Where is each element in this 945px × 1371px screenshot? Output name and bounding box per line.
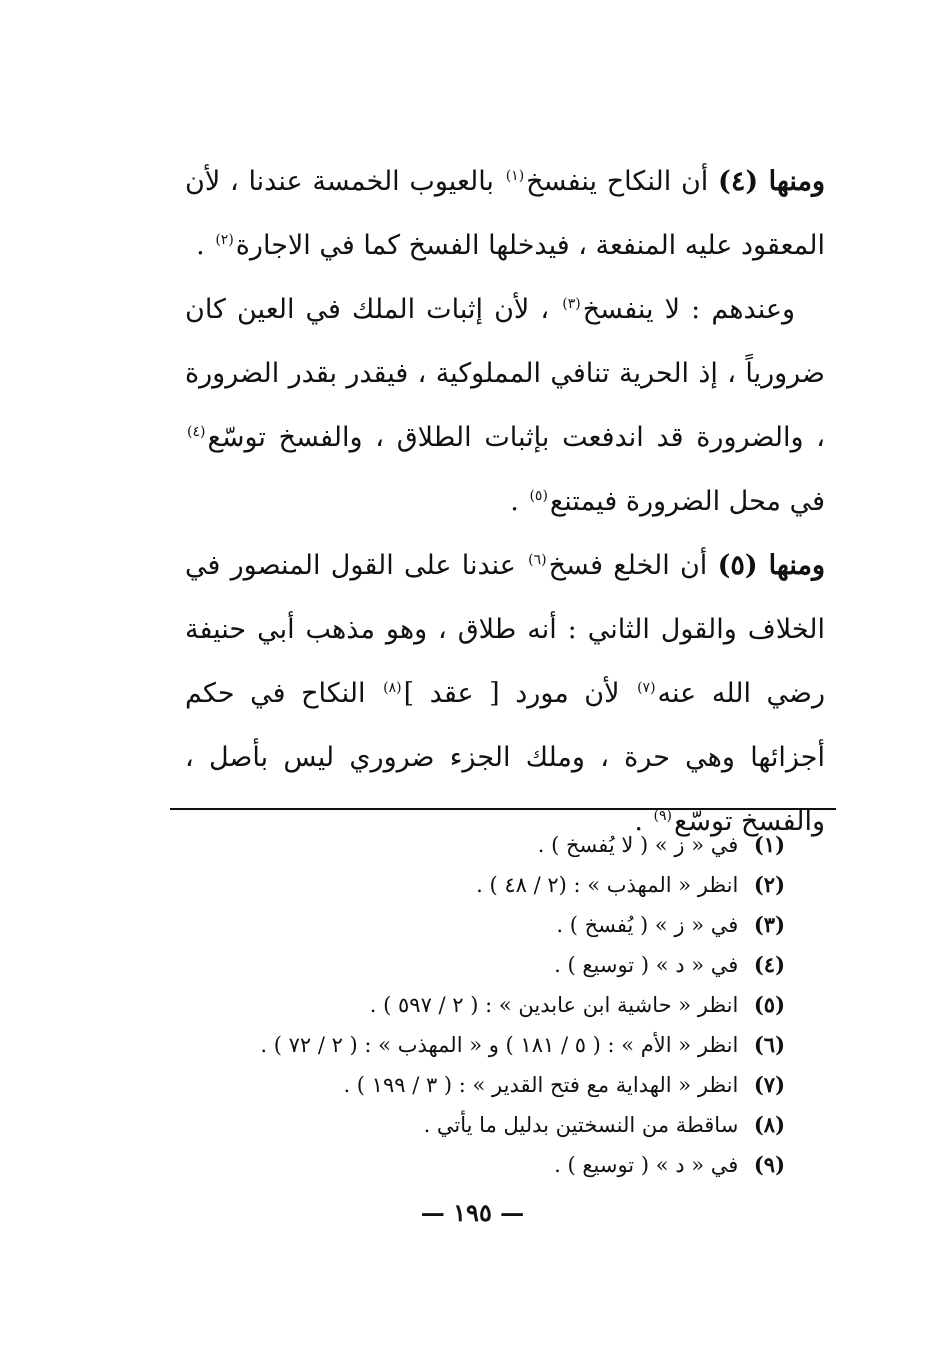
footnote-ref[interactable]: (١) [505, 168, 525, 184]
main-text [185, 150, 825, 854]
footnote-item [185, 1145, 785, 1185]
paragraph-text: لأن مورد [ عقد ] [403, 678, 636, 709]
paragraph-2 [185, 278, 825, 534]
paragraph-lead: ومنها (٥) [717, 550, 826, 581]
paragraph-text: . [510, 486, 528, 517]
page-number: — ١٩٥ — [420, 1198, 525, 1227]
footnote-item [185, 865, 785, 905]
paragraph-1 [185, 150, 825, 278]
footnote-separator [170, 808, 836, 810]
footnote-item [185, 1025, 785, 1065]
footnote-text: انظر « الهداية مع فتح القدير » : ( ٣ / ١٩٩ ) . [343, 1073, 739, 1097]
footnote-number: (٢) [753, 872, 785, 897]
paragraph-3 [185, 534, 825, 854]
footnote-item [185, 945, 785, 985]
paragraph-text: النكاح في حكم أجزائها وهي حرة ، وملك الجزء ضروري ليس بأصل ، والفسخ توسّع [185, 678, 825, 837]
footnote-ref[interactable]: (٣) [562, 296, 581, 312]
footnote-ref[interactable]: (٩) [653, 808, 673, 824]
footnote-ref[interactable]: (٢) [215, 232, 234, 248]
footnote-ref[interactable]: (٥) [529, 488, 548, 504]
footnote-text: في « د » ( توسيع ) . [554, 1153, 739, 1177]
footnote-ref[interactable]: (٧) [637, 680, 656, 696]
footnotes-list [185, 825, 785, 1185]
paragraph-lead: ومنها (٤) [718, 166, 825, 197]
footnote-number: (٤) [753, 952, 785, 977]
footnote-item [185, 825, 785, 865]
paragraph-text: ، لأن إثبات الملك في العين كان ضرورياً ، إذ الحرية تنافي المملوكية ، فيقدر بقدر الضرورة ، والضرورة قد اندفعت بإثبات الطلاق ، والفسخ توسّع [185, 294, 825, 453]
paragraph-text: . [634, 806, 652, 837]
paragraph-text: أن الخلع فسخ [548, 550, 718, 581]
paragraph-text: وعندهم : لا ينفسخ [582, 294, 795, 325]
footnote-ref[interactable]: (٦) [528, 552, 547, 568]
footnote-text: في « ز » ( يُفسخ ) . [556, 913, 739, 937]
footnote-number: (٥) [753, 992, 785, 1017]
paragraph-text: في محل الضرورة فيمتنع [549, 486, 825, 517]
footnote-item [185, 905, 785, 945]
footnote-item [185, 1065, 785, 1105]
footnote-ref[interactable]: (٨) [383, 680, 402, 696]
footnote-number: (٧) [753, 1072, 785, 1097]
footnote-text: انظر « حاشية ابن عابدين » : ( ٢ / ٥٩٧ ) . [369, 993, 739, 1017]
footnote-text: ساقطة من النسختين بدليل ما يأتي . [423, 1113, 739, 1137]
paragraph-text: بالعيوب الخمسة عندنا ، لأن المعقود عليه المنفعة ، فيدخلها الفسخ كما في الاجارة [185, 166, 825, 261]
footnote-ref[interactable]: (٤) [187, 424, 206, 440]
footnote-text: انظر « المهذب » : (٢ / ٤٨ ) . [476, 873, 739, 897]
footnote-number: (٩) [753, 1152, 785, 1177]
footnote-item [185, 1105, 785, 1145]
paragraph-text: عندنا على القول المنصور في الخلاف والقول الثاني : أنه طلاق ، وهو مذهب أبي حنيفة رضي الله عنه [185, 550, 826, 709]
footnote-number: (٨) [753, 1112, 785, 1137]
footnote-number: (١) [753, 832, 785, 857]
footnote-text: في « د » ( توسيع ) . [554, 953, 739, 977]
paragraph-text: أن النكاح ينفسخ [526, 166, 719, 197]
footnote-text: في « ز » ( لا يُفسخ ) . [537, 833, 739, 857]
paragraph-text: . [196, 230, 214, 261]
footnote-item [185, 985, 785, 1025]
footnote-number: (٣) [753, 912, 785, 937]
footnote-text: انظر « الأم » : ( ٥ / ١٨١ ) و « المهذب » : ( ٢ / ٧٢ ) . [260, 1033, 739, 1057]
footnote-number: (٦) [753, 1032, 785, 1057]
